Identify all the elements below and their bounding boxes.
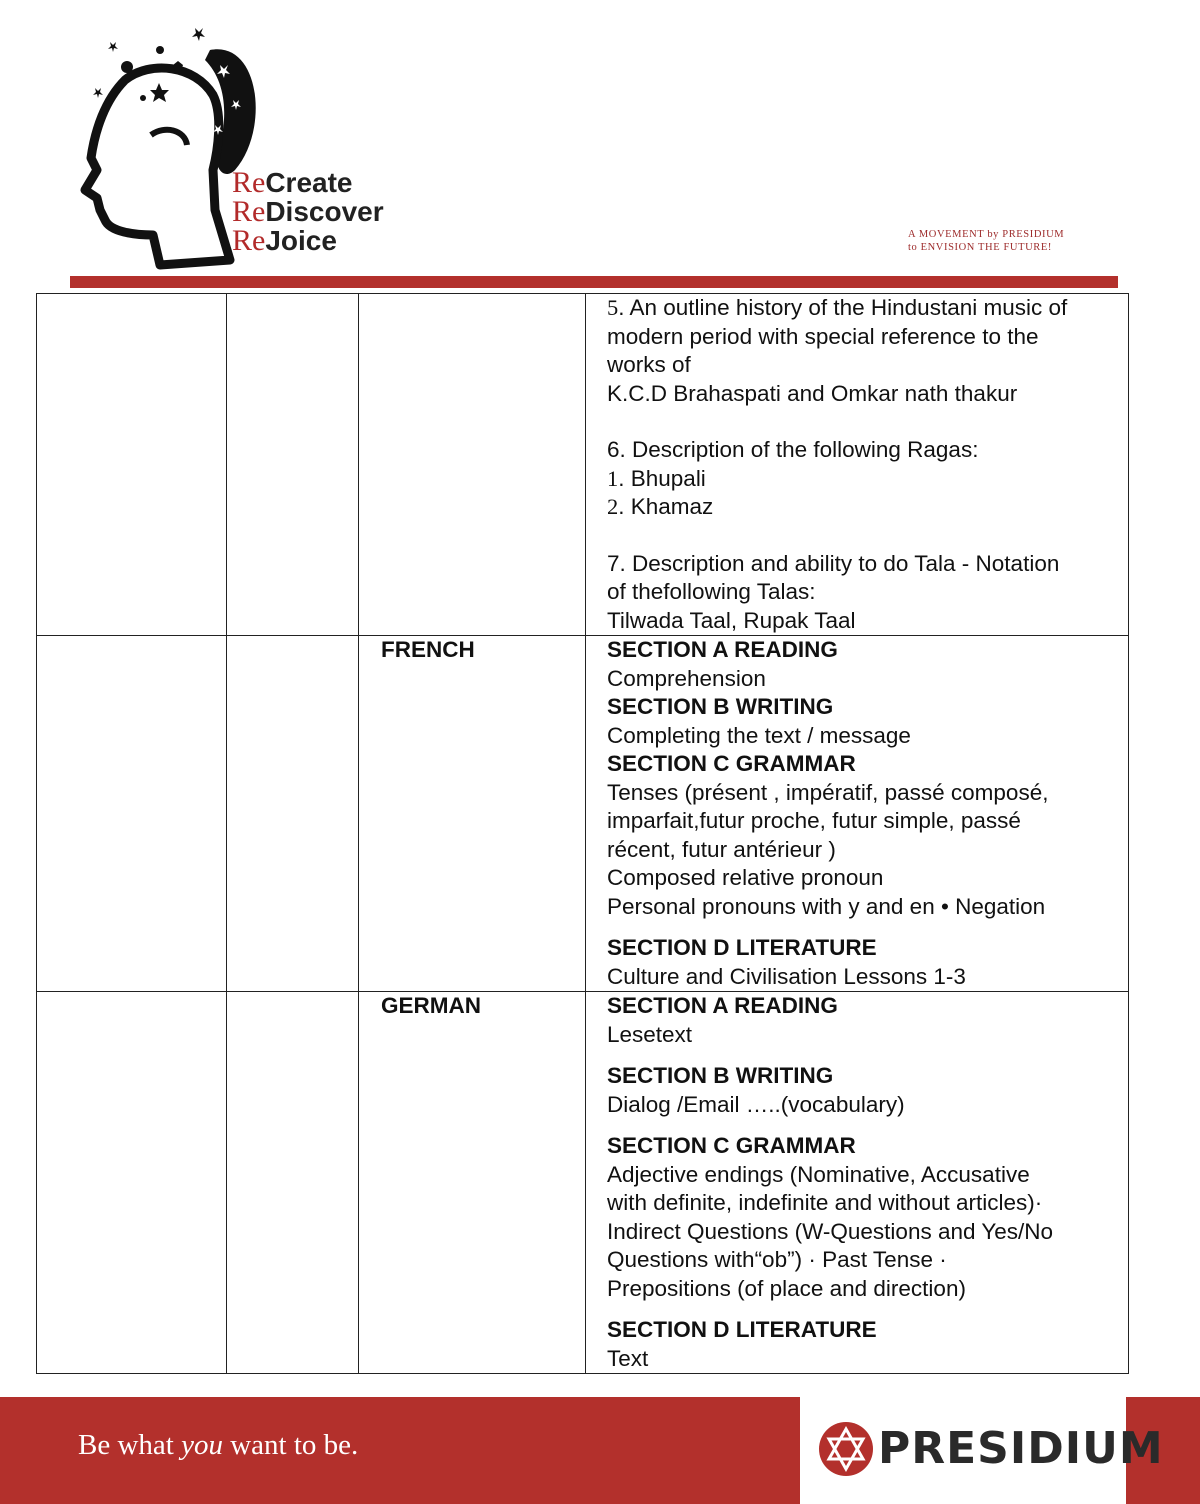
item-text: . Khamaz [618,494,714,519]
syllabus-line: Comprehension [607,665,766,691]
footer-band [0,1397,1200,1504]
syllabus-line: works of [607,352,691,377]
syllabus-line: Completing the text / message [607,722,911,748]
empty-cell [37,294,227,636]
tagline-line: ReDiscover [232,195,384,228]
syllabus-line: K.C.D Brahaspati and Omkar nath thakur [607,380,1018,406]
spacer [607,1119,1128,1132]
section-heading: SECTION C GRAMMAR [607,751,856,776]
footer-slogan: Be what you want to be. [78,1429,359,1461]
syllabus-line: Indirect Questions (W-Questions and Yes/No [607,1218,1054,1244]
subject-cell [359,294,586,636]
movement-line: to ENVISION THE FUTURE! [908,242,1052,253]
syllabus-line: Lesetext [607,1021,693,1047]
section-heading: SECTION D LITERATURE [607,1317,877,1342]
item-text: . Bhupali [618,465,706,491]
tagline [232,168,384,255]
empty-cell [227,992,359,1374]
syllabus-line: Culture and Civilisation Lessons 1-3 [607,963,966,989]
syllabus-line: 7. Description and ability to do Tala - Notation [607,550,1060,576]
syllabus-line: Tilwada Taal, Rupak Taal [607,607,856,633]
spacer [607,921,1128,934]
table-row [37,992,1129,1374]
item-number: 2 [607,494,619,519]
item-number: 1 [607,465,619,491]
table-row [37,294,1129,636]
item-number: 5 [607,295,619,320]
syllabus-content-cell [586,992,1129,1374]
syllabus-line: Dialog /Email …..(vocabulary) [607,1091,905,1117]
section-heading: SECTION A READING [607,637,838,662]
movement-line: A MOVEMENT by PRESIDIUM [908,229,1065,240]
syllabus-line: imparfait,futur proche, futur simple, passé [607,808,1021,833]
syllabus-content-cell [586,294,1129,636]
syllabus-line: Tenses (présent , impératif, passé composé, [607,779,1049,805]
presidium-logo [800,1397,1164,1504]
syllabus-line: modern period with special reference to the [607,323,1039,349]
syllabus-line [607,294,1128,323]
syllabus-line [607,465,1128,494]
spacer [607,1303,1128,1316]
brand-name: PRESIDIUM [878,1423,1164,1474]
subject-cell: GERMAN [359,992,586,1374]
syllabus-line: Adjective endings (Nominative, Accusative [607,1161,1030,1187]
section-heading: SECTION B WRITING [607,1063,834,1088]
syllabus-line: of thefollowing Talas: [607,579,816,604]
spacer [607,408,1128,436]
syllabus-line: Personal pronouns with y and en • Negation [607,893,1046,919]
syllabus-line: Text [607,1345,649,1371]
section-heading: SECTION D LITERATURE [607,935,877,960]
empty-cell [227,636,359,992]
movement-text [908,228,1108,254]
empty-cell [37,636,227,992]
syllabus-content-cell [586,636,1129,992]
subject-cell: FRENCH [359,636,586,992]
empty-cell [227,294,359,636]
syllabus-table [36,293,1129,1374]
spacer [607,1049,1128,1062]
syllabus-line [607,493,1128,522]
spacer [607,522,1128,550]
syllabus-line: Prepositions (of place and direction) [607,1275,966,1301]
tagline-line: ReCreate [232,166,353,199]
header-rule [70,276,1118,288]
presidium-emblem-icon [818,1421,874,1477]
item-text: . An outline history of the Hindustani music of [618,295,1068,320]
table-row [37,636,1129,992]
syllabus-line: Questions with“ob”) · Past Tense · [607,1247,947,1272]
empty-cell [37,992,227,1374]
section-heading: SECTION B WRITING [607,694,834,719]
syllabus-line: 6. Description of the following Ragas: [607,437,979,462]
tagline-line: ReJoice [232,224,337,257]
syllabus-line: Composed relative pronoun [607,865,884,890]
section-heading: SECTION C GRAMMAR [607,1133,856,1158]
section-heading: SECTION A READING [607,993,838,1018]
syllabus-line: with definite, indefinite and without articles)· [607,1190,1043,1215]
syllabus-line: récent, futur antérieur ) [607,836,836,862]
